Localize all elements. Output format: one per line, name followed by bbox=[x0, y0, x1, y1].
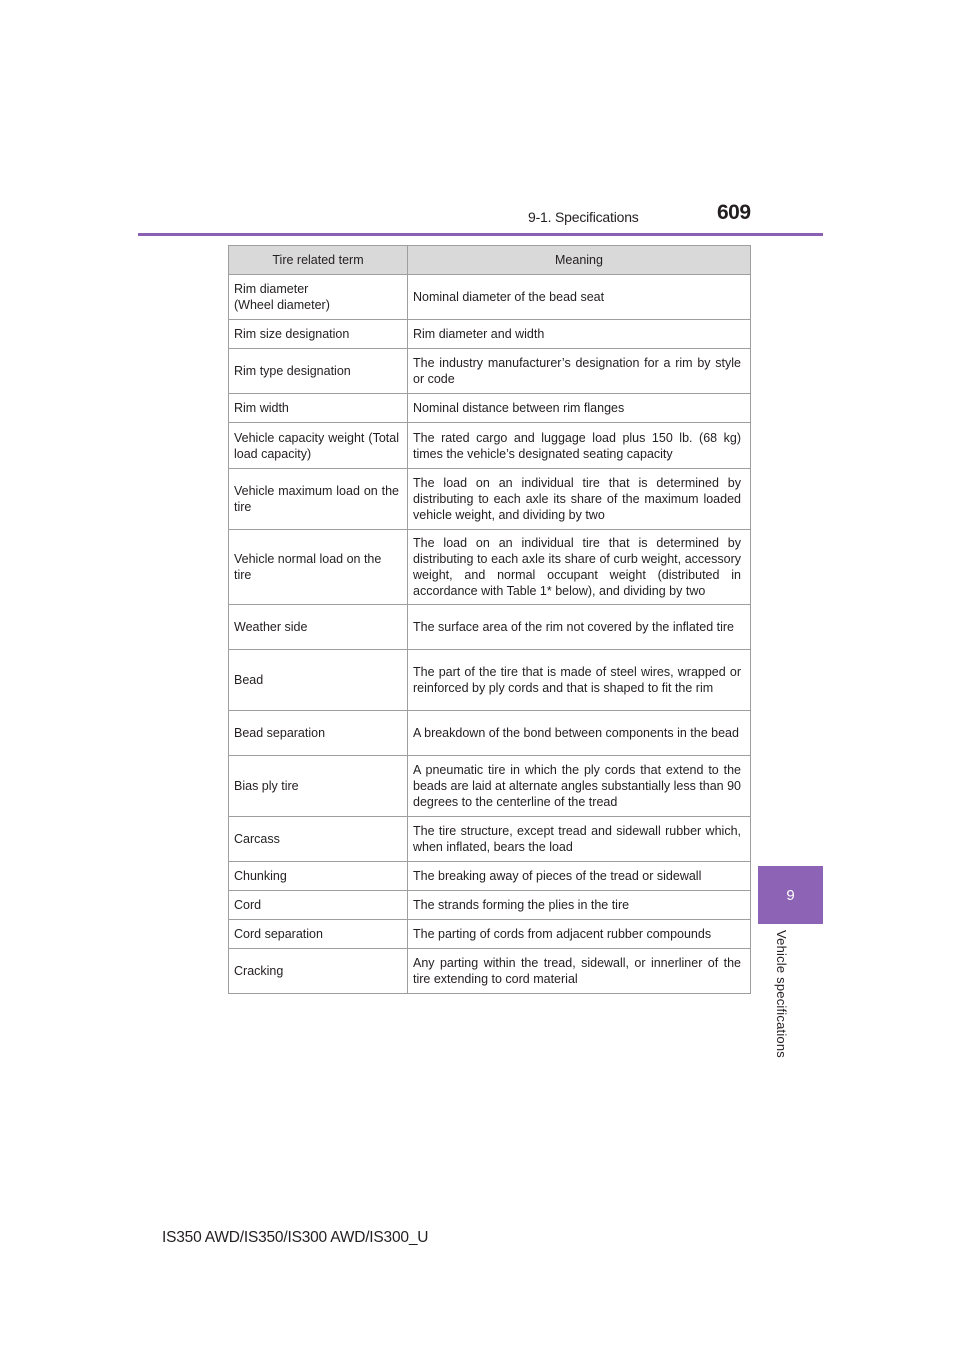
term-cell: Rim width bbox=[229, 394, 408, 423]
page-number: 609 bbox=[717, 201, 751, 224]
meaning-cell: The industry manufacturer’s designation for a rim by style or code bbox=[408, 349, 751, 394]
term-cell: Vehicle normal load on the tire bbox=[229, 530, 408, 605]
chapter-title: Vehicle specifications bbox=[774, 930, 789, 1058]
term-cell: Bead bbox=[229, 650, 408, 711]
tire-terms-table bbox=[228, 245, 751, 994]
chapter-number: 9 bbox=[786, 886, 795, 904]
table-row bbox=[229, 349, 751, 394]
meaning-cell: The breaking away of pieces of the tread or sidewall bbox=[408, 862, 751, 891]
table-row bbox=[229, 891, 751, 920]
term-cell: Bias ply tire bbox=[229, 756, 408, 817]
chapter-tab[interactable] bbox=[758, 866, 823, 924]
term-cell: Cord separation bbox=[229, 920, 408, 949]
table-row bbox=[229, 756, 751, 817]
table-row bbox=[229, 920, 751, 949]
table-row bbox=[229, 711, 751, 756]
column-header-term: Tire related term bbox=[229, 246, 408, 275]
table-header-row bbox=[229, 246, 751, 275]
table-row bbox=[229, 650, 751, 711]
table-row bbox=[229, 275, 751, 320]
meaning-cell: The rated cargo and luggage load plus 150 lb. (68 kg) times the vehicle’s designated seating capacity bbox=[408, 423, 751, 469]
table-row bbox=[229, 469, 751, 530]
table-row bbox=[229, 423, 751, 469]
meaning-cell: The surface area of the rim not covered by the inflated tire bbox=[408, 605, 751, 650]
section-title: 9-1. Specifications bbox=[528, 209, 639, 225]
meaning-cell: The load on an individual tire that is determined by distributing to each axle its share of curb weight, accessory weight, and normal occupant weight (distributed in accordance with Table 1* below), and dividing by two bbox=[408, 530, 751, 605]
meaning-cell: The load on an individual tire that is determined by distributing to each axle its share of the maximum loaded vehicle weight, and dividing by two bbox=[408, 469, 751, 530]
term-cell: Chunking bbox=[229, 862, 408, 891]
meaning-cell: The strands forming the plies in the tire bbox=[408, 891, 751, 920]
term-cell: Rim diameter (Wheel diameter) bbox=[229, 275, 408, 320]
table-row bbox=[229, 949, 751, 994]
table-row bbox=[229, 320, 751, 349]
meaning-cell: A pneumatic tire in which the ply cords that extend to the beads are laid at alternate angles substantially less than 90 degrees to the centerline of the tread bbox=[408, 756, 751, 817]
term-cell: Cord bbox=[229, 891, 408, 920]
table-row bbox=[229, 605, 751, 650]
term-cell: Bead separation bbox=[229, 711, 408, 756]
meaning-cell: Nominal diameter of the bead seat bbox=[408, 275, 751, 320]
column-header-meaning: Meaning bbox=[408, 246, 751, 275]
table-row bbox=[229, 394, 751, 423]
meaning-cell: Any parting within the tread, sidewall, or innerliner of the tire extending to cord material bbox=[408, 949, 751, 994]
meaning-cell: The part of the tire that is made of steel wires, wrapped or reinforced by ply cords and that is shaped to fit the rim bbox=[408, 650, 751, 711]
meaning-cell: Rim diameter and width bbox=[408, 320, 751, 349]
term-cell: Rim size designation bbox=[229, 320, 408, 349]
term-cell: Carcass bbox=[229, 817, 408, 862]
meaning-cell: The parting of cords from adjacent rubber compounds bbox=[408, 920, 751, 949]
term-cell: Vehicle capacity weight (Total load capacity) bbox=[229, 423, 408, 469]
meaning-cell: The tire structure, except tread and sidewall rubber which, when inflated, bears the load bbox=[408, 817, 751, 862]
table-row bbox=[229, 862, 751, 891]
table-row bbox=[229, 530, 751, 605]
footer-model-code: IS350 AWD/IS350/IS300 AWD/IS300_U bbox=[162, 1229, 429, 1246]
term-cell: Cracking bbox=[229, 949, 408, 994]
meaning-cell: Nominal distance between rim flanges bbox=[408, 394, 751, 423]
header-divider bbox=[138, 233, 823, 236]
meaning-cell: A breakdown of the bond between components in the bead bbox=[408, 711, 751, 756]
table-row bbox=[229, 817, 751, 862]
term-cell: Weather side bbox=[229, 605, 408, 650]
term-cell: Rim type designation bbox=[229, 349, 408, 394]
term-cell: Vehicle maximum load on the tire bbox=[229, 469, 408, 530]
